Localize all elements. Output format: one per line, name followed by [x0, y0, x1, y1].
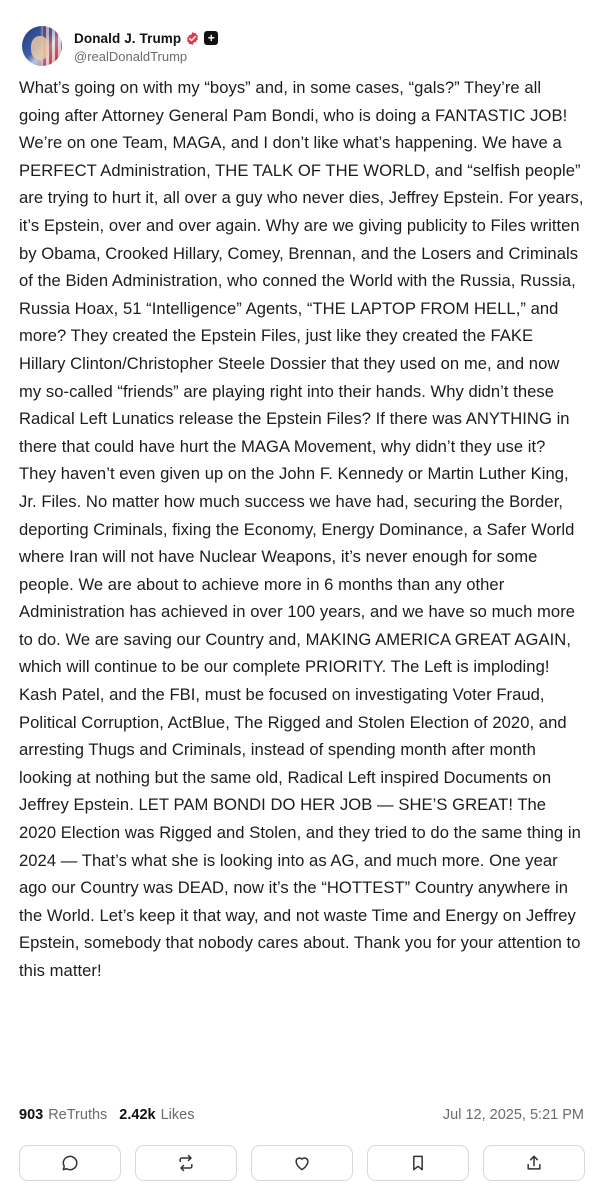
post-timestamp[interactable]: Jul 12, 2025, 5:21 PM	[442, 1107, 584, 1123]
avatar-face	[31, 36, 49, 60]
post-header	[22, 26, 218, 66]
name-row	[74, 28, 218, 48]
plus-icon: +	[204, 31, 218, 45]
share-button[interactable]	[483, 1145, 585, 1181]
bookmark-button[interactable]	[367, 1145, 469, 1181]
share-icon	[524, 1153, 544, 1173]
likes-count[interactable]: 2.42k	[119, 1107, 156, 1123]
like-button[interactable]	[251, 1145, 353, 1181]
reply-button[interactable]	[19, 1145, 121, 1181]
retruths-label[interactable]: ReTruths	[48, 1107, 108, 1123]
retruth-icon	[176, 1153, 196, 1173]
avatar[interactable]	[22, 26, 62, 66]
verified-icon	[185, 31, 200, 46]
author-info	[74, 28, 218, 64]
retruths-count[interactable]: 903	[19, 1107, 44, 1123]
bookmark-icon	[408, 1153, 428, 1173]
author-display-name[interactable]: Donald J. Trump	[74, 30, 182, 46]
like-icon	[292, 1153, 312, 1173]
retruth-button[interactable]	[135, 1145, 237, 1181]
likes-label[interactable]: Likes	[160, 1107, 195, 1123]
action-bar	[19, 1145, 585, 1183]
author-handle[interactable]: @realDonaldTrump	[74, 49, 188, 64]
post-text: What’s going on with my “boys” and, in some cases, “gals?” They’re all going after Attorney General Pam Bondi, who is doing a FANTASTIC JOB! We’re on one Team, MAGA, and I don’t like what’s happening. We have a PERFECT Administration, THE TALK OF THE WORLD, and “selfish people” are trying to hurt it, all over a guy who never dies, Jeffrey Epstein. For years, it’s Epstein, over and over again. Why are we giving publicity to Files written by Obama, Crooked Hillary, Comey, Brennan, and the Losers and Criminals of the Biden Administration, who conned the World with the Russia, Russia, Russia Hoax, 51 “Intelligence” Agents, “THE LAPTOP FROM HELL,” and more? They created the Epstein Files, just like they created the FAKE Hillary Clinton/Christopher Steele Dossier that they used on me, and now my so-called “friends” are playing right into their hands. Why didn’t these Radical Left Lunatics release the Epstein Files? If there was ANYTHING in there that could have hurt the MAGA Movement, why didn’t they use it? They haven’t even given up on the John F. Kennedy or Martin Luther King, Jr. Files. No matter how much success we have had, securing the Border, deporting Criminals, fixing the Economy, Energy Dominance, a Safer World where Iran will not have Nuclear Weapons, it’s never enough for some people. We are about to achieve more in 6 months than any other Administration has achieved in over 100 years, and we have so much more to do. We are saving our Country and, MAKING AMERICA GREAT AGAIN, which will continue to be our complete PRIORITY. The Left is imploding! Kash Patel, and the FBI, must be focused on investigating Voter Fraud, Political Corruption, ActBlue, The Rigged and Stolen Election of 2020, and arresting Thugs and Criminals, instead of spending month after month looking at nothing but the same old, Radical Left inspired Documents on Jeffrey Epstein. LET PAM BONDI DO HER JOB — SHE’S GREAT! The 2020 Election was Rigged and Stolen, and they tried to do the same thing in 2024 — That’s what she is looking into as AG, and much more. One year ago our Country was DEAD, now it’s the “HOTTEST” Country anywhere in the World. Let’s keep it that way, and not waste Time and Energy on Jeffrey Epstein, somebody that nobody cares about. Thank you for your attention to this matter!	[19, 78, 584, 980]
post-stats	[19, 1104, 584, 1126]
reply-icon	[60, 1153, 80, 1173]
